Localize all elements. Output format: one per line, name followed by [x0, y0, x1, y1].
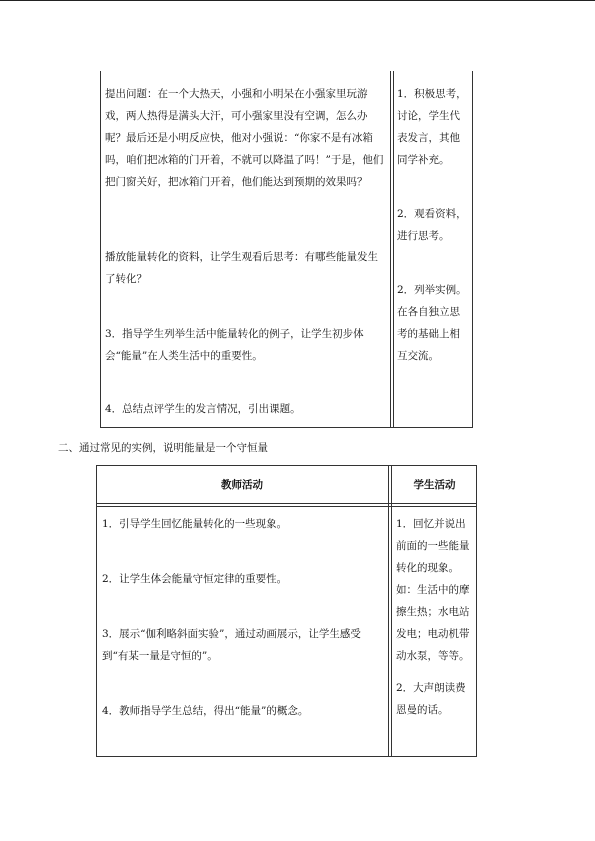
header-teacher-activity: 教师活动	[221, 478, 263, 491]
table-border-right	[476, 465, 477, 757]
teacher-paragraph: 3．展示“伽利略斜面实验”，通过动画展示，让学生感受到“有某一量是守恒的”。	[102, 628, 361, 662]
table-border-bottom	[100, 427, 473, 428]
teacher-paragraph: 2．让学生体会能量守恒定律的重要性。	[102, 573, 288, 585]
activity-table-continued	[100, 71, 473, 428]
teacher-paragraph: 4．教师指导学生总结，得出“能量”的概念。	[102, 705, 309, 717]
activity-table	[96, 465, 477, 757]
student-activity-cell	[397, 203, 469, 247]
table-border-bottom	[96, 756, 477, 757]
teacher-activity-cell	[102, 513, 384, 535]
page-top-rule	[0, 0, 595, 1]
teacher-activity-cell	[105, 246, 387, 290]
teacher-paragraph: 3．指导学生列举生活中能量转化的例子，让学生初步体会“能量”在人类生活中的重要性。	[105, 328, 364, 362]
student-activity-cell	[396, 513, 473, 667]
column-divider-double	[393, 71, 394, 428]
student-paragraph: 1．回忆并说出前面的一些能量转化的现象。如：生活中的摩擦生热；水电站发电；电动机带动水泵，等等。	[396, 518, 470, 662]
teacher-activity-cell	[105, 323, 387, 367]
table-border-left	[96, 465, 97, 757]
column-divider	[388, 465, 389, 757]
teacher-paragraph: 1．引导学生回忆能量转化的一些现象。	[102, 518, 288, 530]
student-paragraph: 1．积极思考，讨论，学生代表发言，其他同学补充。	[397, 88, 467, 166]
table-border-left	[100, 71, 101, 428]
student-activity-cell	[397, 83, 469, 171]
column-divider	[390, 71, 391, 428]
teacher-activity-cell	[105, 83, 387, 193]
student-activity-cell	[397, 279, 469, 367]
teacher-activity-cell	[102, 568, 384, 590]
teacher-paragraph: 提出问题：在一个大热天，小强和小明呆在小强家里玩游戏，两人热得是满头大汗，可小强家里没有空调，怎么办呢？最后还是小明反应快，他对小强说：“你家不是有冰箱吗，咱们把冰箱的门开着，不就可以降温了吗！”于是，他们把门窗关好，把冰箱门开着，他们能达到预期的效果吗？	[105, 88, 384, 188]
teacher-activity-cell	[102, 700, 384, 722]
header-student-activity: 学生活动	[413, 478, 456, 491]
student-paragraph: 2．观看资料，进行思考。	[397, 208, 467, 242]
teacher-paragraph: 4．总结点评学生的发言情况，引出课题。	[105, 403, 301, 415]
column-divider-double	[391, 465, 392, 757]
teacher-paragraph: 播放能量转化的资料，让学生观看后思考：有哪些能量发生了转化？	[105, 251, 378, 285]
student-paragraph: 2．大声朗读费恩曼的话。	[396, 682, 466, 716]
teacher-activity-cell	[105, 398, 387, 420]
student-paragraph: 2．列举实例。在各自独立思考的基础上相互交流。	[397, 284, 467, 362]
header-divider	[96, 503, 477, 504]
header-divider-double	[96, 506, 477, 507]
student-activity-cell	[396, 677, 473, 721]
section-heading: 二、通过常见的实例，说明能量是一个守恒量	[58, 442, 268, 454]
table-border-right	[472, 71, 473, 428]
teacher-activity-cell	[102, 623, 384, 667]
